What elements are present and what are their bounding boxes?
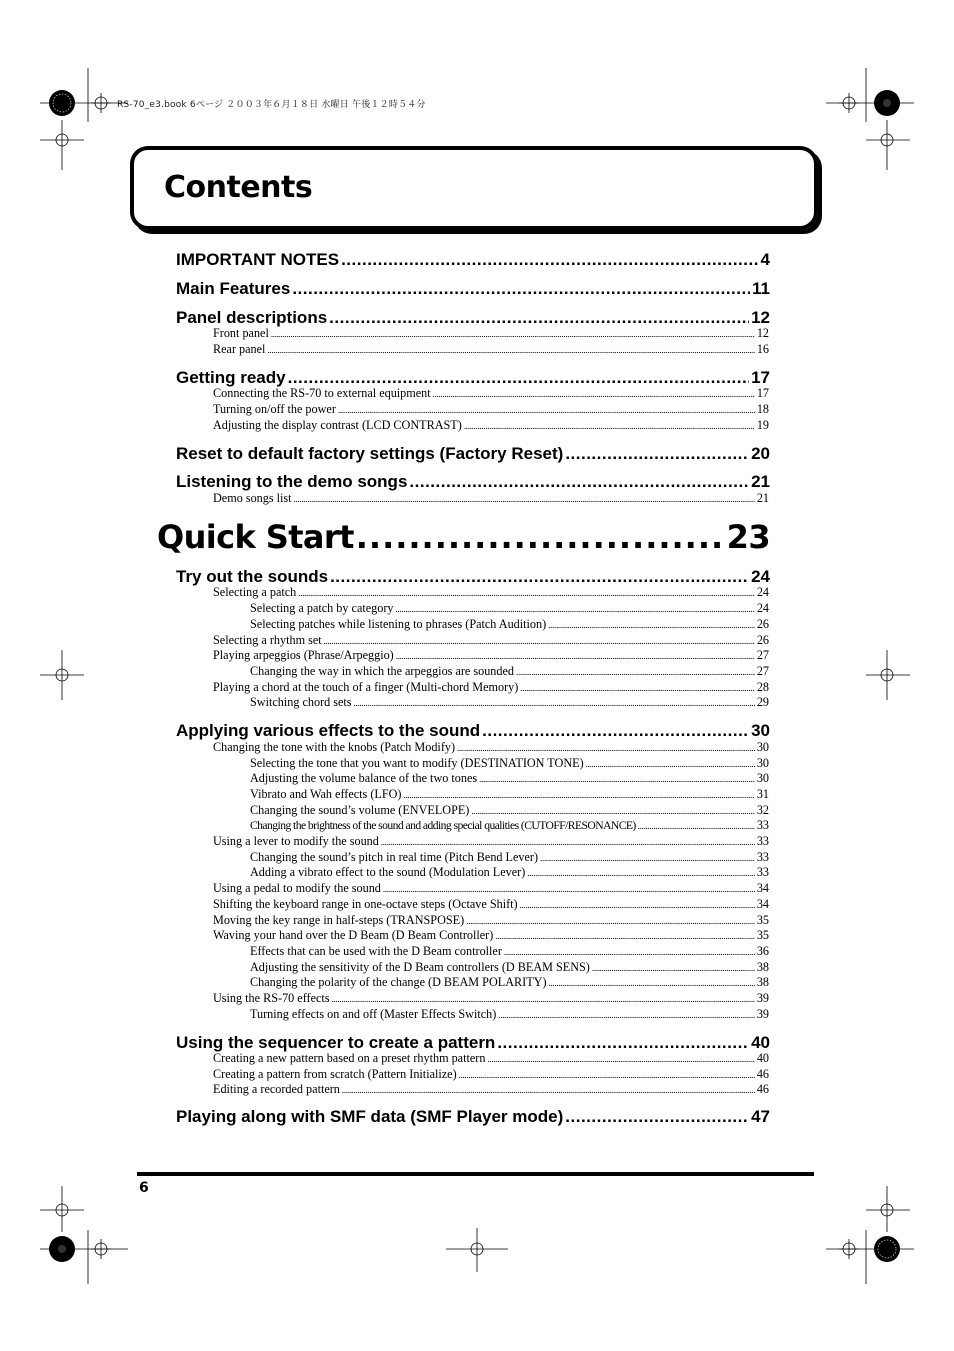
toc-entry-title: Moving the key range in half-steps (TRANSPOSE): [213, 913, 465, 927]
toc-entry-title: Quick Start: [157, 518, 354, 556]
toc-entry-title: Playing a chord at the touch of a finger (Multi-chord Memory): [213, 680, 519, 694]
toc-entry-title: Main Features: [176, 279, 291, 298]
toc-entry-page: 11: [752, 279, 770, 298]
toc-entry-page: 47: [751, 1107, 770, 1126]
toc-entry-title: Selecting a rhythm set: [213, 633, 322, 647]
toc-entry-title: Using a lever to modify the sound: [213, 834, 379, 848]
toc-entry-page: 30: [756, 756, 769, 770]
toc-entry-title: Changing the tone with the knobs (Patch Modify): [213, 740, 456, 754]
toc-entry-title: Creating a pattern from scratch (Pattern Initialize): [213, 1067, 457, 1081]
toc-entry-title: Effects that can be used with the D Beam controller: [250, 944, 502, 958]
toc-entry-title: Changing the brightness of the sound and adding special qualities (CUTOFF/RESONANCE): [250, 819, 636, 832]
toc-entry-page: 26: [756, 633, 769, 647]
toc-entry-page: 33: [756, 850, 769, 864]
toc-entry-page: 24: [751, 567, 770, 586]
toc-entry-page: 21: [756, 491, 769, 505]
toc-entry-title: Shifting the keyboard range in one-octave steps (Octave Shift): [213, 897, 518, 911]
toc-entry-page: 33: [756, 818, 769, 832]
toc-entry-title: Selecting the tone that you want to modify (DESTINATION TONE): [250, 756, 584, 770]
toc-entry-title: Front panel: [213, 326, 269, 340]
toc-entry-title: Editing a recorded pattern: [213, 1082, 340, 1096]
toc-entry-page: 12: [751, 308, 770, 327]
toc-entry-page: 31: [756, 787, 769, 801]
toc-entry-title: Adjusting the sensitivity of the D Beam controllers (D BEAM SENS): [250, 960, 590, 974]
toc-entry-page: 24: [756, 601, 769, 615]
toc-entry-title: Switching chord sets: [250, 695, 352, 709]
toc-entry-page: 26: [756, 617, 769, 631]
toc-entry-title: Demo songs list: [213, 491, 292, 505]
toc-entry-page: 40: [751, 1033, 770, 1052]
toc-entry-title: Reset to default factory settings (Factory Reset): [176, 444, 564, 463]
toc-entry-page: 39: [756, 1007, 769, 1021]
toc-entry-page: 29: [756, 695, 769, 709]
toc-entry-page: 34: [756, 897, 769, 911]
toc-entry-page: 34: [756, 881, 769, 895]
toc-entry-title: IMPORTANT NOTES: [176, 250, 340, 269]
toc-entry-page: 38: [756, 960, 769, 974]
toc-entry-page: 46: [756, 1067, 769, 1081]
toc-entry-title: Selecting a patch: [213, 585, 297, 599]
toc-entry-page: 32: [756, 803, 769, 817]
toc-entry-page: 27: [756, 648, 769, 662]
toc-entry-title: Adding a vibrato effect to the sound (Modulation Lever): [250, 865, 526, 879]
toc-entry-page: 19: [756, 418, 769, 432]
toc-entry-title: Connecting the RS-70 to external equipment: [213, 386, 431, 400]
toc-entry-title: Turning on/off the power: [213, 402, 336, 416]
toc-entry-page: 24: [756, 585, 769, 599]
toc-entry-title: Changing the sound’s pitch in real time (Pitch Bend Lever): [250, 850, 539, 864]
print-header-line: RS-70_e3.book 6ページ ２００３年６月１８日 水曜日 午後１２時５４分: [117, 100, 426, 110]
toc-entry-title: Try out the sounds: [176, 567, 329, 586]
toc-entry-page: 30: [751, 721, 770, 740]
toc-entry-page: 30: [756, 771, 769, 785]
toc-entry-title: Listening to the demo songs: [176, 472, 408, 491]
toc-entry-title: Playing along with SMF data (SMF Player mode): [176, 1107, 564, 1126]
toc-entry-page: 21: [751, 472, 770, 491]
toc-entry-title: Using the sequencer to create a pattern: [176, 1033, 496, 1052]
toc-entry-page: 20: [751, 444, 770, 463]
toc-entry-page: 35: [756, 928, 769, 942]
toc-entry-title: Applying various effects to the sound: [176, 721, 481, 740]
toc-entry-page: 4: [760, 250, 770, 269]
toc-entry-title: Playing arpeggios (Phrase/Arpeggio): [213, 648, 394, 662]
toc-entry-title: Adjusting the volume balance of the two tones: [250, 771, 478, 785]
toc-entry-title: Using a pedal to modify the sound: [213, 881, 381, 895]
toc-entry-title: Selecting a patch by category: [250, 601, 394, 615]
toc-entry-page: 33: [756, 834, 769, 848]
page-title: Contents: [164, 170, 313, 205]
toc-entry-page: 36: [756, 944, 769, 958]
toc-entry-title: Using the RS-70 effects: [213, 991, 330, 1005]
toc-entry-page: 23: [726, 518, 770, 556]
toc-entry-title: Turning effects on and off (Master Effects Switch): [250, 1007, 497, 1021]
toc-entry-title: Vibrato and Wah effects (LFO): [250, 787, 402, 801]
toc-entry-page: 39: [756, 991, 769, 1005]
toc-entry-page: 17: [751, 368, 770, 387]
toc-entry-page: 38: [756, 975, 769, 989]
page-number: 6: [139, 1180, 149, 1196]
toc-entry-page: 17: [756, 386, 769, 400]
toc-entry-title: Getting ready: [176, 368, 286, 387]
toc-entry-title: Waving your hand over the D Beam (D Beam Controller): [213, 928, 494, 942]
toc-entry-page: 46: [756, 1082, 769, 1096]
toc-entry-page: 33: [756, 865, 769, 879]
toc-entry-page: 30: [756, 740, 769, 754]
toc-entry-page: 40: [756, 1051, 769, 1065]
toc-entry-title: Creating a new pattern based on a preset rhythm pattern: [213, 1051, 486, 1065]
toc-entry-title: Adjusting the display contrast (LCD CONTRAST): [213, 418, 462, 432]
toc-entry-page: 28: [756, 680, 769, 694]
toc-entry-title: Rear panel: [213, 342, 266, 356]
toc-entry-page: 18: [756, 402, 769, 416]
toc-entry-title: Changing the way in which the arpeggios are sounded: [250, 664, 514, 678]
toc-entry-page: 12: [756, 326, 769, 340]
toc-entry-title: Changing the sound’s volume (ENVELOPE): [250, 803, 470, 817]
toc-entry-page: 16: [756, 342, 769, 356]
toc-entry-title: Panel descriptions: [176, 308, 328, 327]
toc-entry-page: 27: [756, 664, 769, 678]
toc-entry-title: Selecting patches while listening to phrases (Patch Audition): [250, 617, 547, 631]
toc-entry-title: Changing the polarity of the change (D BEAM POLARITY): [250, 975, 547, 989]
toc-entry-page: 35: [756, 913, 769, 927]
